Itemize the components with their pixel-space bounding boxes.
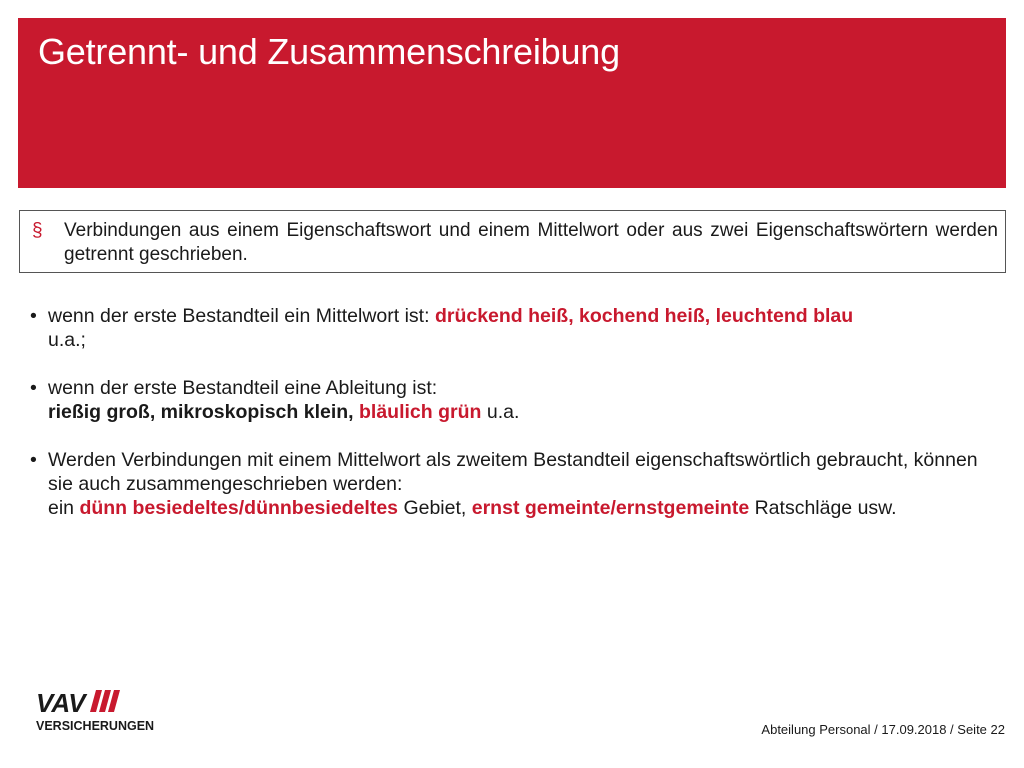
rule-box xyxy=(19,210,1006,273)
paragraph-icon: § xyxy=(32,220,43,241)
logo-vav-text: VAV xyxy=(36,688,86,718)
example-text-red: ernst gemeinte/ernstgemeinte xyxy=(471,497,750,519)
content-body xyxy=(30,304,990,544)
bullet-item-compound xyxy=(30,448,990,520)
bullet-item-participle xyxy=(30,304,990,352)
slide-title: Getrennt- und Zusammenschreibung xyxy=(38,31,620,72)
bullet-lead: wenn der erste Bestandteil eine Ableitung ist: xyxy=(48,377,438,399)
bullet-item-derivation xyxy=(30,376,990,424)
title-banner xyxy=(18,18,1006,188)
example-text-red: bläulich grün xyxy=(359,401,482,423)
bullet-icon: • xyxy=(30,305,37,327)
bullet-icon: • xyxy=(30,449,37,471)
bullet-lead: wenn der erste Bestandteil ein Mittelwort ist: xyxy=(48,305,435,327)
footer-text: Abteilung Personal / 17.09.2018 / Seite 22 xyxy=(761,722,1005,737)
rule-text: Verbindungen aus einem Eigenschaftswort und einem Mittelwort oder aus zwei Eigenschaftswörtern werden getrennt geschrieben. xyxy=(64,220,998,265)
logo-subtitle-text: VERSICHERUNGEN xyxy=(36,719,155,733)
bullet-tail: u.a.; xyxy=(48,329,86,351)
example-text-red: dünn besiedeltes/dünnbesiedeltes xyxy=(79,497,399,519)
example-prefix: ein xyxy=(48,497,75,519)
bullet-example-line xyxy=(30,400,990,424)
bullet-example-line xyxy=(30,496,990,520)
bullet-icon: • xyxy=(30,377,37,399)
example-suffix: Ratschläge usw. xyxy=(754,497,897,519)
example-text-dark: rießig groß, mikroskopisch klein, xyxy=(48,401,354,423)
vav-logo xyxy=(36,688,156,736)
example-mid: Gebiet, xyxy=(403,497,467,519)
bullet-lead: Werden Verbindungen mit einem Mittelwort als zweitem Bestandteil eigenschaftswörtlich gebraucht, können sie auch zusammengeschrieben werden: xyxy=(48,449,978,495)
bullet-tail: u.a. xyxy=(486,401,520,423)
example-text: drückend heiß, kochend heiß, leuchtend blau xyxy=(434,305,854,327)
